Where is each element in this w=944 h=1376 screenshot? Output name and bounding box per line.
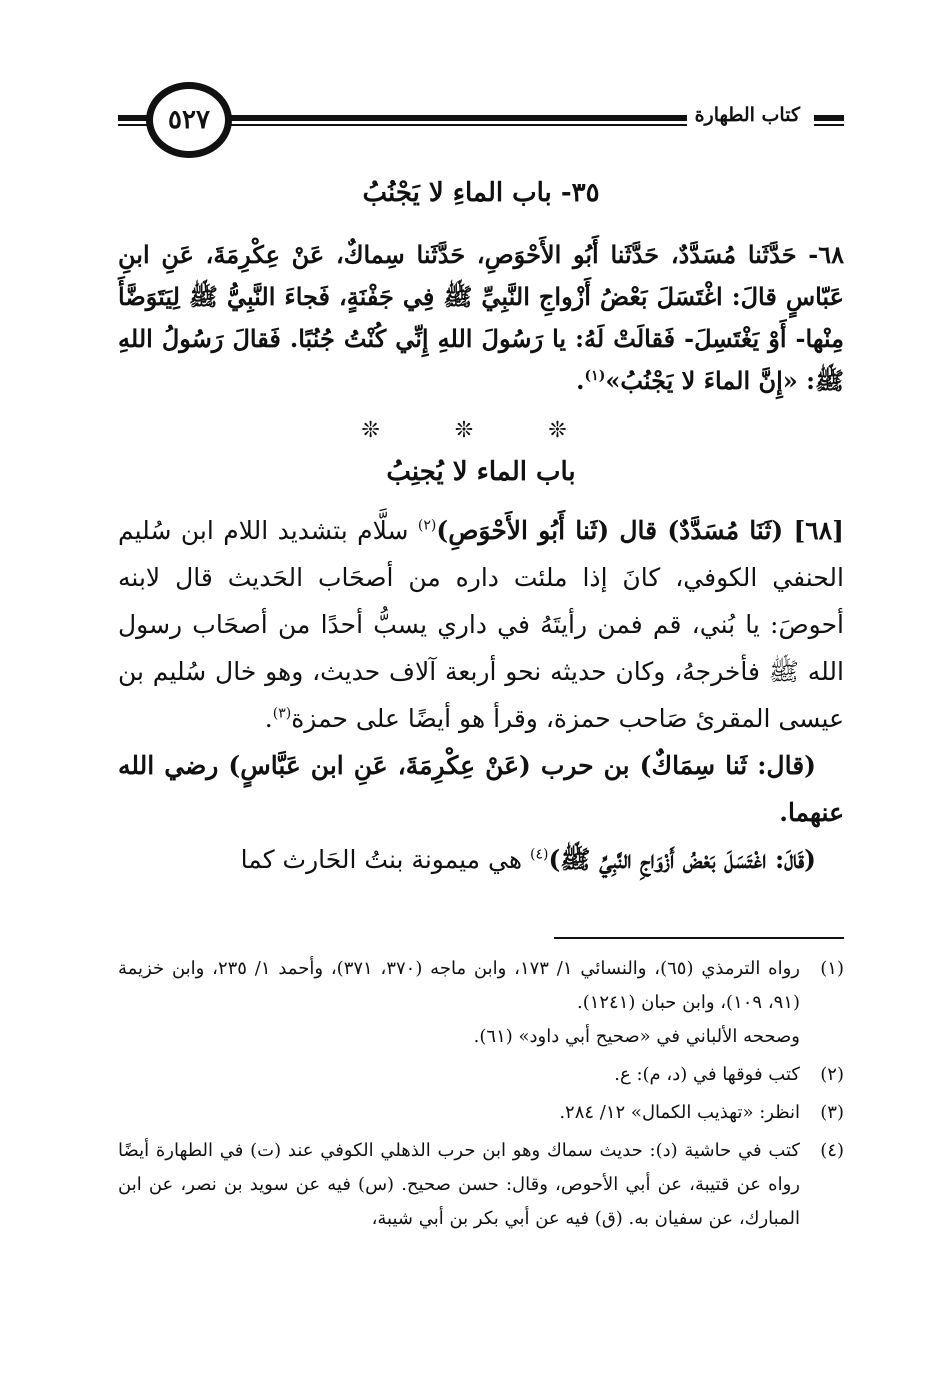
page-header bbox=[118, 82, 844, 162]
commentary-text: هي ميمونة بنتُ الحَارث كما bbox=[240, 845, 530, 874]
footnote-text: كتب في حاشية (د): حديث سماك وهو ابن حرب الذهلي الكوفي عند (ت) في الطهارة أيضًا رواه عن قتيبة، عن أبي الأحوص، وقال: حسن صحيح. (س) فيه عن سويد بن نصر، عن ابن المبارك، عن سفيان به. (ق) فيه عن أبي بكر بن أبي شيبة، bbox=[118, 1140, 800, 1229]
commentary-end: . bbox=[264, 704, 273, 733]
footnote-text: انظر: «تهذيب الكمال» ١٢/ ٢٨٤. bbox=[559, 1102, 800, 1123]
footnote-number: (٤) bbox=[820, 1140, 844, 1161]
footnote-3 bbox=[118, 1096, 844, 1130]
section-separator: ❊ ❊ ❊ bbox=[361, 418, 601, 443]
commentary-paragraph-3 bbox=[118, 836, 844, 883]
footnote-text: رواه الترمذي (٦٥)، والنسائي ١/ ١٧٣، وابن ماجه (٣٧٠، ٣٧١)، وأحمد ١/ ٢٣٥، وابن خزيمة (٩١، ١٠٩)، وابن حبان (١٢٤١). bbox=[118, 958, 800, 1013]
header-rule-right bbox=[230, 115, 704, 126]
commentary-quote: (قَالَ: اغْتَسَلَ بَعْضُ أَزْوَاجِ النَّبِيِّ ﷺ) bbox=[548, 845, 816, 874]
footnote-number: (١) bbox=[820, 958, 844, 979]
footnote-text: كتب فوقها في (د، م): ع. bbox=[614, 1064, 800, 1085]
footnote-2 bbox=[118, 1058, 844, 1092]
page-body bbox=[118, 170, 844, 883]
footnote-ref: (٢) bbox=[417, 517, 437, 534]
footnote-1 bbox=[118, 952, 844, 1054]
footnote-number: (٢) bbox=[820, 1064, 844, 1085]
page-number: ٥٢٧ bbox=[146, 82, 232, 158]
hadith-body: ٦٨- حَدَّثَنا مُسَدَّدٌ، حَدَّثَنا أَبُو الأَحْوَصِ، حَدَّثَنا سِماكٌ، عَنْ عِكْرِمَةَ، عَنِ ابنِ عَبّاسٍ قالَ: اغْتَسَلَ بَعْضُ أَزْواجِ النَّبِيِّ ﷺ فِي جَفْنَةٍ، فَجاءَ النَّبِيُّ ﷺ لِيَتَوَضَّأَ مِنْها- أَوْ يَغْتَسِلَ- فَقالَتْ لَهُ: يا رَسُولَ اللهِ إِنِّي كُنْتُ جُنُبًا. فَقالَ رَسُولُ اللهِ ﷺ: «إِنَّ الماءَ لا يَجْنُبُ» bbox=[118, 240, 844, 395]
footnote-ref: (٤) bbox=[530, 846, 549, 863]
header-rule-tail bbox=[814, 115, 844, 126]
commentary-quote: [٦٨] (ثَنَا مُسَدَّدٌ) قال (ثَنا أَبُو الأَحْوَصِ) bbox=[436, 516, 844, 545]
footnote-divider bbox=[554, 937, 844, 939]
footnote-number: (٣) bbox=[820, 1102, 844, 1123]
commentary-text: سلَّام بتشديد اللام ابن سُليم الحنفي الكوفي، كانَ إذا ملئت داره من أصحَاب الحَديث قال لابنه أحوصَ: يا بُني، قم فمن رأيتَهُ في داري يسبُّ أحدًا من أصحَاب رسول الله ﷺ فأخرجهُ، وكان حديثه نحو أربعة آلاف حديث، وهو خال سُليم بن عيسى المقرئ صَاحب حمزة، وقرأ هو أيضًا على حمزة bbox=[118, 516, 844, 733]
footnote-ref: (١) bbox=[584, 368, 606, 384]
commentary-paragraph-1 bbox=[118, 507, 844, 742]
chapter-title: ٣٥- باب الماءِ لا يَجْنُبُ bbox=[362, 178, 600, 208]
footnote-text-extra: وصححه الألباني في «صحيح أبي داود» (٦١). bbox=[473, 1026, 800, 1047]
commentary-quote: (قال: ثَنا سِمَاكٌ) بن حرب (عَنْ عِكْرِمَةَ، عَنِ ابن عَبَّاسٍ) رضي الله عنهما. bbox=[118, 751, 844, 827]
running-title: كتاب الطهارة bbox=[687, 104, 808, 126]
hadith-end: . bbox=[576, 366, 585, 395]
footnote-4 bbox=[118, 1134, 844, 1236]
footnote-ref: (٣) bbox=[272, 705, 292, 722]
hadith-text bbox=[118, 234, 844, 402]
commentary-paragraph-2 bbox=[118, 742, 844, 836]
section-title: باب الماء لا يُجنِبُ bbox=[386, 457, 576, 487]
footnotes bbox=[118, 952, 844, 1240]
